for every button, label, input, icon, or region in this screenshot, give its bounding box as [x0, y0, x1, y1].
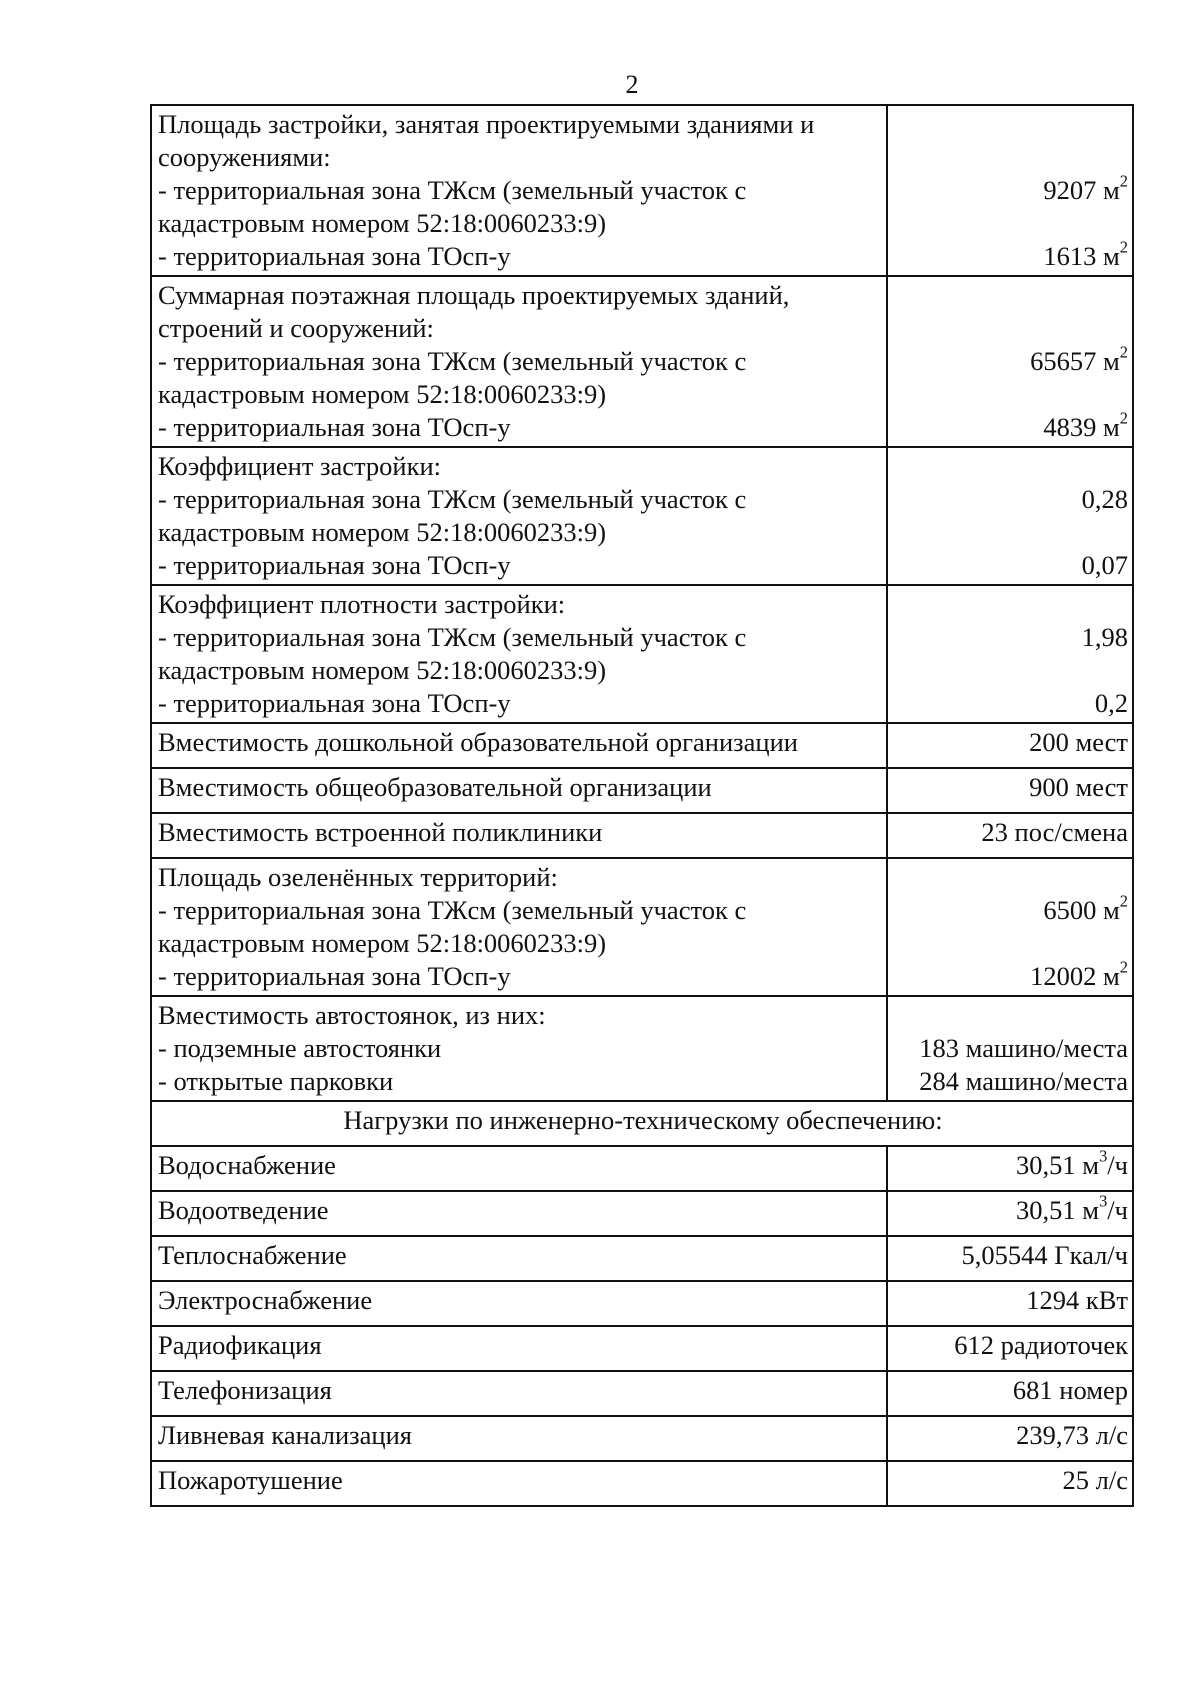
engineering-label: Водоснабжение — [151, 1146, 887, 1191]
unit-superscript: 2 — [1119, 342, 1128, 362]
engineering-value: 30,51 м — [1016, 1150, 1100, 1180]
parameter-value-line — [894, 450, 1128, 483]
table-row — [151, 1191, 1133, 1236]
engineering-label: Радиофикация — [151, 1326, 887, 1371]
parameter-label-cell — [151, 723, 887, 768]
parameter-value-line — [894, 312, 1128, 345]
parameter-label-line: - территориальная зона ТЖсм (земельный участок с — [158, 895, 747, 925]
unit-superscript: 2 — [1119, 408, 1128, 428]
engineering-label: Пожаротушение — [151, 1461, 887, 1506]
unit-suffix: /ч — [1107, 1150, 1128, 1180]
parameter-label-cell — [151, 768, 887, 813]
table-row — [151, 1326, 1133, 1371]
parameter-label-line: сооружениями: — [158, 142, 331, 172]
parameter-label-line: - территориальная зона ТЖсм (земельный участок с — [158, 622, 747, 652]
parameter-value-cell — [887, 585, 1133, 723]
table-row — [151, 105, 1133, 276]
parameter-label-line: - территориальная зона ТОсп-у — [158, 688, 511, 718]
unit-superscript: 2 — [1119, 957, 1128, 977]
engineering-value-cell — [887, 1236, 1133, 1281]
parameter-label-line: кадастровым номером 52:18:0060233:9) — [158, 928, 607, 958]
parameter-label-cell — [151, 996, 887, 1101]
engineering-value-cell — [887, 1416, 1133, 1461]
parameter-label-line: кадастровым номером 52:18:0060233:9) — [158, 208, 607, 238]
engineering-label: Ливневая канализация — [151, 1416, 887, 1461]
section-header-row — [151, 1101, 1133, 1146]
table-row — [151, 996, 1133, 1101]
engineering-value-cell — [887, 1371, 1133, 1416]
table-row — [151, 1371, 1133, 1416]
parameter-label-line: Вместимость встроенной поликлиники — [158, 817, 603, 847]
engineering-value: 1294 кВт — [1026, 1285, 1128, 1315]
parameter-value-line — [894, 816, 1128, 849]
parameter-value: 1,98 — [1081, 622, 1128, 652]
parameter-label-line: кадастровым номером 52:18:0060233:9) — [158, 379, 607, 409]
parameter-label-cell — [151, 858, 887, 996]
parameter-label-line: Вместимость автостоянок, из них: — [158, 1000, 546, 1030]
engineering-value: 30,51 м — [1016, 1195, 1100, 1225]
engineering-section-title: Нагрузки по инженерно-техническому обеспечению: — [151, 1101, 1133, 1146]
parameter-label-cell — [151, 585, 887, 723]
engineering-label: Электроснабжение — [151, 1281, 887, 1326]
table-row — [151, 858, 1133, 996]
parameter-value-cell — [887, 996, 1133, 1101]
parameter-value-cell — [887, 276, 1133, 447]
parameter-value: 200 мест — [1029, 727, 1128, 757]
parameter-value-line — [894, 207, 1128, 240]
table-row — [151, 1146, 1133, 1191]
parameter-value-cell — [887, 723, 1133, 768]
parameters-table — [150, 104, 1134, 1507]
page-number: 2 — [625, 70, 639, 99]
parameter-value-cell — [887, 447, 1133, 585]
parameter-value-line — [894, 957, 1128, 993]
parameter-label-line: Площадь застройки, занятая проектируемыми зданиями и — [158, 109, 815, 139]
parameter-label-line: Вместимость дошкольной образовательной организации — [158, 727, 798, 757]
engineering-value: 239,73 л/с — [1016, 1420, 1128, 1450]
unit-superscript: 2 — [1119, 891, 1128, 911]
parameter-label-line: - территориальная зона ТОсп-у — [158, 412, 511, 442]
parameter-value-line — [894, 999, 1128, 1032]
parameter-value: 65657 м — [1030, 346, 1120, 376]
parameter-value: 1613 м — [1043, 241, 1120, 271]
parameter-value-line — [894, 687, 1128, 720]
parameter-label-line: - подземные автостоянки — [158, 1033, 442, 1063]
parameter-label-line: кадастровым номером 52:18:0060233:9) — [158, 517, 607, 547]
engineering-value: 5,05544 Гкал/ч — [961, 1240, 1128, 1270]
engineering-value: 681 номер — [1012, 1375, 1128, 1405]
parameter-value-cell — [887, 813, 1133, 858]
table-row — [151, 768, 1133, 813]
parameter-value-line — [894, 108, 1128, 141]
engineering-label: Телефонизация — [151, 1371, 887, 1416]
parameter-value-line — [894, 342, 1128, 378]
parameter-value: 0,07 — [1081, 550, 1128, 580]
parameter-value-line — [894, 549, 1128, 582]
table-row — [151, 1236, 1133, 1281]
engineering-label: Водоотведение — [151, 1191, 887, 1236]
table-row — [151, 1416, 1133, 1461]
parameter-value-cell — [887, 768, 1133, 813]
table-row — [151, 585, 1133, 723]
parameter-label-line: строений и сооружений: — [158, 313, 434, 343]
parameter-label-line: Вместимость общеобразовательной организации — [158, 772, 712, 802]
parameter-label-line: Площадь озеленённых территорий: — [158, 862, 558, 892]
parameter-value: 0,28 — [1081, 484, 1128, 514]
parameter-value-line — [894, 1032, 1128, 1065]
parameter-value-line — [894, 927, 1128, 960]
parameter-value-line — [894, 621, 1128, 654]
parameters-table-body — [151, 105, 1133, 1506]
parameter-value: 4839 м — [1043, 412, 1120, 442]
parameter-value: 9207 м — [1043, 175, 1120, 205]
engineering-value-cell — [887, 1191, 1133, 1236]
parameter-label-line: - территориальная зона ТЖсм (земельный участок с — [158, 175, 747, 205]
table-row — [151, 813, 1133, 858]
parameter-label-line: - территориальная зона ТОсп-у — [158, 550, 511, 580]
parameter-value-line — [894, 861, 1128, 894]
parameter-value-line — [894, 279, 1128, 312]
parameter-value-line — [894, 408, 1128, 444]
unit-superscript: 2 — [1119, 237, 1128, 257]
parameter-value-cell — [887, 105, 1133, 276]
parameter-value: 23 пос/смена — [981, 817, 1128, 847]
table-row — [151, 1461, 1133, 1506]
engineering-label: Теплоснабжение — [151, 1236, 887, 1281]
parameter-label-line: - территориальная зона ТЖсм (земельный участок с — [158, 346, 747, 376]
parameter-value: 183 машино/места — [919, 1033, 1128, 1063]
parameter-value-line — [894, 237, 1128, 273]
table-row — [151, 276, 1133, 447]
parameter-value: 6500 м — [1043, 895, 1120, 925]
parameter-label-line: кадастровым номером 52:18:0060233:9) — [158, 655, 607, 685]
engineering-value-cell — [887, 1281, 1133, 1326]
parameter-label-cell — [151, 105, 887, 276]
engineering-value: 25 л/с — [1062, 1465, 1128, 1495]
unit-suffix: /ч — [1107, 1195, 1128, 1225]
parameter-value-line — [894, 378, 1128, 411]
parameter-label-line: Суммарная поэтажная площадь проектируемых зданий, — [158, 280, 790, 310]
parameter-label-line: Коэффициент застройки: — [158, 451, 442, 481]
engineering-value-cell — [887, 1146, 1133, 1191]
unit-superscript: 3 — [1099, 1146, 1108, 1166]
unit-superscript: 3 — [1099, 1191, 1108, 1211]
parameter-value-line — [894, 141, 1128, 174]
parameter-value-line — [894, 516, 1128, 549]
table-row — [151, 447, 1133, 585]
parameter-label-line: - территориальная зона ТОсп-у — [158, 241, 511, 271]
engineering-value-cell — [887, 1461, 1133, 1506]
parameter-label-cell — [151, 276, 887, 447]
parameter-label-line: Коэффициент плотности застройки: — [158, 589, 566, 619]
table-row — [151, 1281, 1133, 1326]
parameter-label-cell — [151, 447, 887, 585]
parameter-value-line — [894, 171, 1128, 207]
parameter-value-line — [894, 1065, 1128, 1098]
parameter-value: 284 машино/места — [919, 1066, 1128, 1096]
parameter-value-line — [894, 726, 1128, 759]
parameter-value-line — [894, 654, 1128, 687]
parameter-value-cell — [887, 858, 1133, 996]
parameter-value: 0,2 — [1094, 688, 1128, 718]
parameter-value-line — [894, 771, 1128, 804]
parameter-label-line: - территориальная зона ТЖсм (земельный участок с — [158, 484, 747, 514]
parameter-value: 900 мест — [1029, 772, 1128, 802]
parameter-label-line: - открытые парковки — [158, 1066, 394, 1096]
unit-superscript: 2 — [1119, 171, 1128, 191]
parameter-label-cell — [151, 813, 887, 858]
parameter-value-line — [894, 483, 1128, 516]
parameter-value-line — [894, 588, 1128, 621]
parameter-value: 12002 м — [1030, 961, 1120, 991]
engineering-value: 612 радиоточек — [954, 1330, 1128, 1360]
engineering-value-cell — [887, 1326, 1133, 1371]
parameter-label-line: - территориальная зона ТОсп-у — [158, 961, 511, 991]
table-row — [151, 723, 1133, 768]
parameter-value-line — [894, 891, 1128, 927]
